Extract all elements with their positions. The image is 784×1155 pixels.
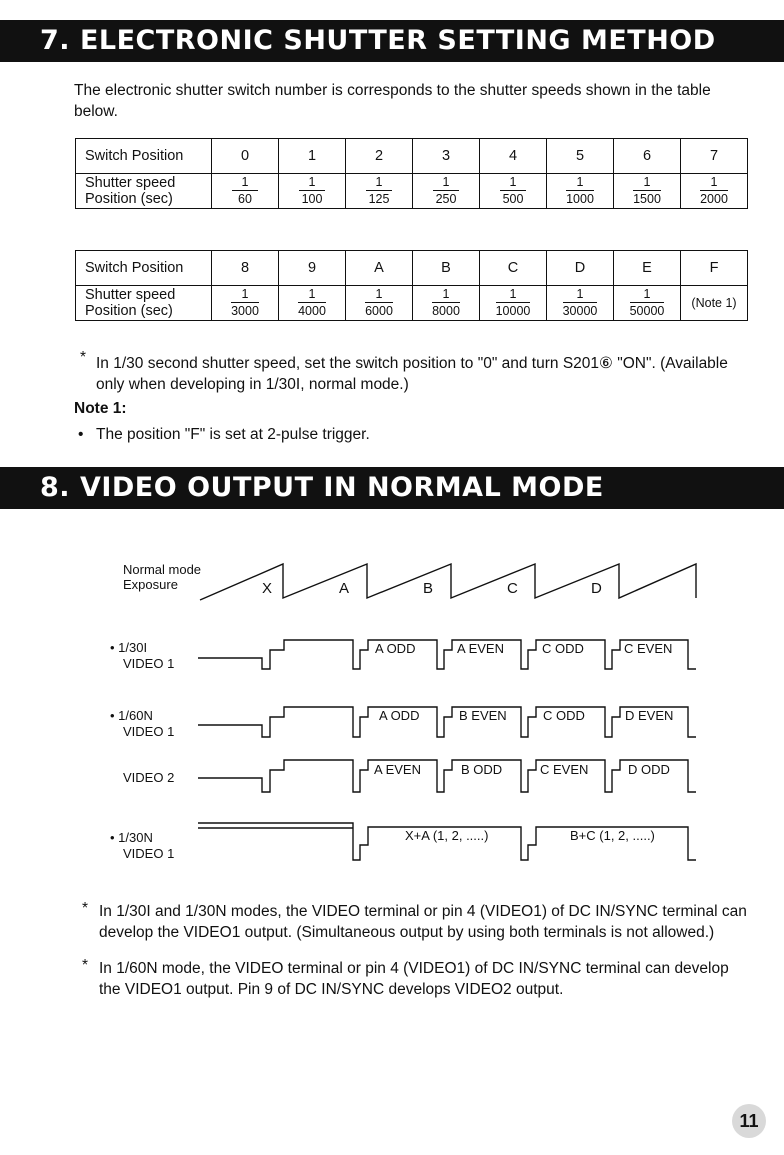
field-label: A EVEN — [457, 641, 504, 656]
field-label: A ODD — [379, 708, 420, 723]
page-number: 11 — [732, 1104, 766, 1138]
section-7-banner — [0, 20, 784, 62]
table-row — [76, 286, 748, 321]
shutter-fraction: $\frac{1}{3000}$ — [231, 287, 259, 318]
exposure-a: A — [339, 580, 350, 597]
row-label-shutter-speed: Shutter speed Position (sec) — [76, 286, 212, 321]
field-label: C ODD — [542, 641, 584, 656]
table-cell: 5 — [547, 139, 614, 174]
table-cell: 2 — [346, 139, 413, 174]
table-cell: A — [346, 251, 413, 286]
field-label: D ODD — [628, 762, 670, 777]
shutter-fraction: $\frac{1}{10000}$ — [495, 287, 531, 318]
shutter-table-2 — [75, 250, 748, 321]
signal-1-30i-video1: VIDEO 1 — [123, 656, 175, 671]
table-cell: E — [614, 251, 681, 286]
field-label: B+C (1, 2, .....) — [570, 828, 655, 843]
exposure-d: D — [591, 580, 602, 597]
note-1-heading: Note 1: — [74, 400, 127, 417]
shutter-fraction: $\frac{1}{4000}$ — [298, 287, 326, 318]
row-label-switch-position: Switch Position — [76, 251, 212, 286]
table-cell: F — [681, 251, 748, 286]
shutter-table-1 — [75, 138, 748, 209]
table-cell: B — [413, 251, 480, 286]
table-cell: 0 — [212, 139, 279, 174]
mode-1-60n: • 1/60N — [110, 708, 153, 723]
section-7-title: 7. ELECTRONIC SHUTTER SETTING METHOD — [40, 25, 716, 56]
section-8-title: 8. VIDEO OUTPUT IN NORMAL MODE — [40, 472, 604, 503]
signal-1-60n-video2: VIDEO 2 — [123, 770, 175, 785]
note-1-cell: (Note 1) — [681, 286, 748, 321]
exposure-label-normal-mode: Normal mode — [123, 562, 202, 577]
table-cell: 1 — [279, 139, 346, 174]
waveform-1-60n-video1 — [198, 707, 696, 737]
table-cell: 4 — [480, 139, 547, 174]
table-cell: 3 — [413, 139, 480, 174]
field-label: X+A (1, 2, .....) — [405, 828, 489, 843]
field-label: B EVEN — [459, 708, 507, 723]
section-8-banner — [0, 467, 784, 509]
bullet-mark: • — [78, 426, 84, 443]
shutter-fraction: $\frac{1}{50000}$ — [629, 287, 665, 318]
exposure-label: Exposure — [123, 577, 178, 592]
field-label: C EVEN — [624, 641, 673, 656]
shutter-fraction: $\frac{1}{100}$ — [299, 175, 326, 206]
exposure-x: X — [262, 580, 273, 597]
table-row — [76, 139, 748, 174]
shutter-fraction: $\frac{1}{8000}$ — [432, 287, 460, 318]
row-label-switch-position: Switch Position — [76, 139, 212, 174]
timing-diagram — [0, 520, 784, 920]
table-row — [76, 251, 748, 286]
asterisk-mark: * — [80, 349, 87, 366]
shutter-fraction: $\frac{1}{30000}$ — [562, 287, 598, 318]
waveform-1-60n-video2 — [198, 760, 696, 792]
field-label: B ODD — [461, 762, 503, 777]
table-cell: 9 — [279, 251, 346, 286]
field-label: C ODD — [543, 708, 585, 723]
exposure-b: B — [423, 580, 434, 597]
table-cell: C — [480, 251, 547, 286]
table-cell: D — [547, 251, 614, 286]
shutter-note-text: In 1/30 second shutter speed, set the switch position to "0" and turn S201⑥ "ON". (Available only when developing in 1/30I, normal mode.) — [96, 355, 728, 393]
footnote-1: In 1/30I and 1/30N modes, the VIDEO terminal or pin 4 (VIDEO1) of DC IN/SYNC terminal can develop the VIDEO1 output. (Simultaneous output by using both terminals is not allowed.) — [99, 903, 747, 941]
shutter-fraction: $\frac{1}{125}$ — [366, 175, 393, 206]
shutter-fraction: $\frac{1}{500}$ — [500, 175, 527, 206]
shutter-fraction: $\frac{1}{2000}$ — [700, 175, 728, 206]
mode-1-30n: • 1/30N — [110, 830, 153, 845]
asterisk-mark: * — [82, 957, 89, 974]
shutter-fraction: $\frac{1}{60}$ — [232, 175, 259, 206]
table-row — [76, 174, 748, 209]
signal-1-60n-video1: VIDEO 1 — [123, 724, 175, 739]
exposure-c: C — [507, 580, 518, 597]
shutter-fraction: $\frac{1}{6000}$ — [365, 287, 393, 318]
row-label-shutter-speed: Shutter speed Position (sec) — [76, 174, 212, 209]
table-cell: 8 — [212, 251, 279, 286]
signal-1-30n-video1: VIDEO 1 — [123, 846, 175, 861]
asterisk-mark: * — [82, 900, 89, 917]
field-label: D EVEN — [625, 708, 674, 723]
field-label: C EVEN — [540, 762, 589, 777]
exposure-waveform — [200, 564, 696, 600]
table-cell: 6 — [614, 139, 681, 174]
note-1-text: The position "F" is set at 2-pulse trigger. — [96, 426, 370, 443]
mode-1-30i: • 1/30I — [110, 640, 148, 655]
field-label: A EVEN — [374, 762, 421, 777]
waveform-1-30i-video1 — [198, 640, 696, 669]
shutter-fraction: $\frac{1}{1500}$ — [633, 175, 661, 206]
table-cell: 7 — [681, 139, 748, 174]
shutter-fraction: $\frac{1}{250}$ — [433, 175, 460, 206]
section-7-intro: The electronic shutter switch number is corresponds to the shutter speeds shown in the table below. — [74, 82, 711, 120]
shutter-fraction: $\frac{1}{1000}$ — [566, 175, 594, 206]
footnote-2: In 1/60N mode, the VIDEO terminal or pin 4 (VIDEO1) of DC IN/SYNC terminal can develop the VIDEO1 output. Pin 9 of DC IN/SYNC develops VIDEO2 output. — [99, 960, 729, 998]
field-label: A ODD — [375, 641, 416, 656]
